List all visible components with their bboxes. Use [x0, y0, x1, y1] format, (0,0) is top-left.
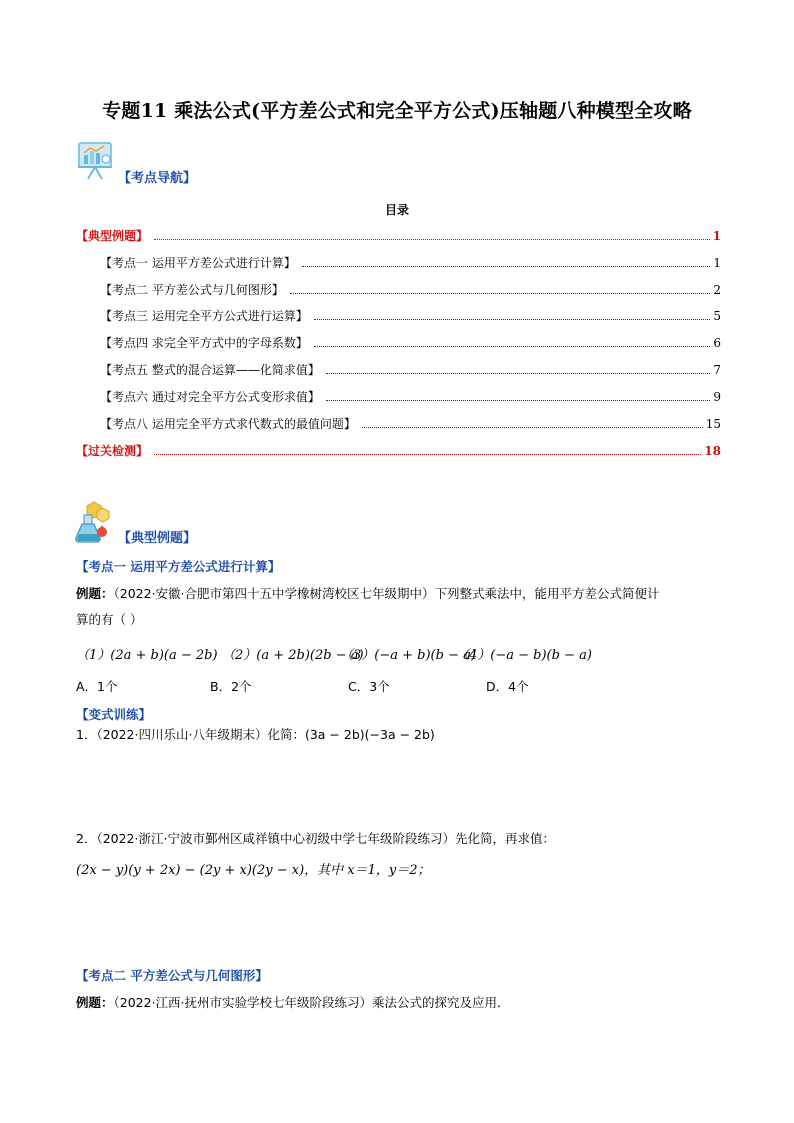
point1-heading: 【考点一 运用平方差公式进行计算】 — [76, 559, 281, 574]
point2-heading: 【考点二 平方差公式与几何图形】 — [76, 968, 268, 983]
toc-row[interactable]: 【考点三 运用完全平方公式进行运算】 5 — [100, 309, 721, 323]
toc-row[interactable]: 【考点四 求完全平方式中的字母系数】 6 — [100, 336, 721, 350]
toc-row[interactable]: 【典型例题】 1 — [76, 229, 721, 243]
practice-question-2-expr: (2x − y)(y + 2x) − (2y + x)(2y − x)，其中 x＝1，y＝2； — [76, 863, 431, 878]
toc-row[interactable]: 【考点五 整式的混合运算——化简求值】 7 — [100, 363, 721, 377]
toc-title: 目录 — [384, 203, 409, 217]
option-d[interactable]: D．4个 — [486, 679, 529, 694]
practice-heading: 【变式训练】 — [76, 707, 152, 722]
option-c[interactable]: C．3个 — [348, 679, 390, 694]
page-title: 专题11 乘法公式(平方差公式和完全平方公式)压轴题八种模型全攻略 — [102, 100, 692, 122]
beaker-icon — [72, 498, 114, 544]
toc-row[interactable]: 【考点八 运用完全平方式求代数式的最值问题】 15 — [100, 417, 721, 431]
expr-3: （3）(−a + b)(b − a) — [340, 648, 476, 663]
expr-4: （4）(−a − b)(b − a) — [456, 648, 592, 663]
toc-row[interactable]: 【过关检测】 18 — [76, 444, 721, 458]
practice-question-1: 1．（2022·四川乐山·八年级期末）化简：(3a − 2b)(−3a − 2b) — [76, 727, 435, 742]
toc-row[interactable]: 【考点六 通过对完全平方公式变形求值】 9 — [100, 390, 721, 404]
practice-question-2: 2．（2022·浙江·宁波市鄞州区咸祥镇中心初级中学七年级阶段练习）先化简，再求值： — [76, 831, 555, 846]
point2-example: 例题：（2022·江西·抚州市实验学校七年级阶段练习）乘法公式的探究及应用． — [76, 995, 510, 1010]
example-question: 例题：（2022·安徽·合肥市第四十五中学橡树湾校区七年级期中）下列整式乘法中，能用平方差公式简便计 — [76, 586, 660, 601]
toc-row[interactable]: 【考点一 运用平方差公式进行计算】 1 — [100, 256, 721, 270]
example-question-cont: 算的有（ ） — [76, 612, 143, 627]
option-b[interactable]: B．2个 — [210, 679, 252, 694]
option-a[interactable]: A．1个 — [76, 679, 118, 694]
examples-heading: 【典型例题】 — [118, 531, 197, 546]
nav-heading: 【考点导航】 — [118, 171, 197, 186]
toc-row[interactable]: 【考点二 平方差公式与几何图形】 2 — [100, 283, 721, 297]
expr-1: （1）(2a + b)(a − 2b) — [76, 648, 218, 663]
chart-board-icon — [76, 140, 114, 182]
expr-2: （2）(a + 2b)(2b − a) — [222, 648, 364, 663]
